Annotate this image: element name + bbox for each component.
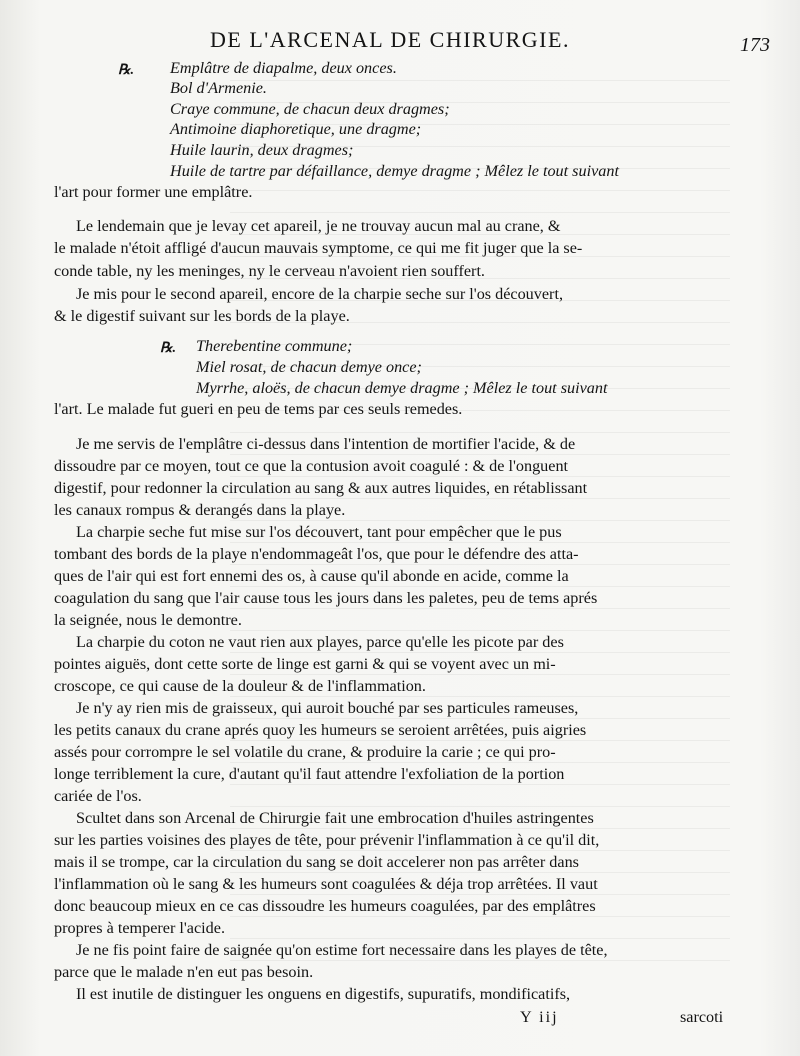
text-line: Craye commune, de chacun deux dragmes; [170, 100, 450, 118]
recipe-symbol: ℞. [118, 63, 135, 78]
text-line: les petits canaux du crane aprés quoy les humeurs se seroient arrêtées, puis aigries [54, 721, 587, 739]
recipe-symbol-2: ℞. [160, 341, 177, 356]
text-line: Antimoine diaphoretique, une dragme; [170, 120, 422, 138]
catchword: sarcoti [680, 1008, 724, 1026]
page-number: 173 [740, 34, 770, 56]
text-line: tombant des bords de la playe n'endommageât l'os, que pour le défendre des atta- [54, 545, 579, 563]
text-line: Miel rosat, de chacun demye once; [196, 358, 422, 376]
text-line: propres à temperer l'acide. [54, 919, 225, 937]
text-line: & le digestif suivant sur les bords de la playe. [54, 307, 350, 325]
text-line: le malade n'étoit affligé d'aucun mauvais symptome, ce qui me fit juger que la se- [54, 239, 583, 257]
text-line: Huile laurin, deux dragmes; [170, 141, 354, 159]
text-line: Therebentine commune; [196, 337, 353, 355]
text-line: Huile de tartre par défaillance, demye dragme ; Mêlez le tout suivant [170, 162, 619, 180]
text-line: pointes aiguës, dont cette sorte de linge est garni & qui se voyent avec un mi- [54, 655, 556, 673]
text-line: digestif, pour redonner la circulation au sang & aux autres liquides, en rétablissant [54, 479, 588, 497]
running-title: DE L'ARCENAL DE CHIRURGIE. [210, 27, 570, 52]
text-line: La charpie du coton ne vaut rien aux playes, parce qu'elle les picote par des [76, 633, 564, 651]
text-line: sur les parties voisines des playes de tête, pour prévenir l'inflammation à ce qu'il dit, [54, 831, 600, 849]
text-line: parce que le malade n'en eut pas besoin. [54, 963, 314, 981]
text-line: Je mis pour le second apareil, encore de la charpie seche sur l'os découvert, [76, 285, 563, 303]
text-line: les canaux rompus & derangés dans la playe. [54, 501, 346, 519]
text-line: La charpie seche fut mise sur l'os découvert, tant pour empêcher que le pus [76, 523, 562, 541]
text-line: ques de l'air qui est fort ennemi des os, à cause qu'il abonde en acide, comme la [54, 567, 569, 585]
text-line: mais il se trompe, car la circulation du sang se doit accelerer non pas arrêter dans [54, 853, 579, 871]
text-line: longe terriblement la cure, d'autant qu'il faut attendre l'exfoliation de la portion [54, 765, 565, 783]
text-line: assés pour corrompre le sel volatile du crane, & produire la carie ; ce qui pro- [54, 743, 556, 761]
text-line: l'art. Le malade fut gueri en peu de tems par ces seuls remedes. [54, 400, 463, 418]
text-line: Je ne fis point faire de saignée qu'on estime fort necessaire dans les playes de tête, [76, 941, 608, 959]
text-line: Le lendemain que je levay cet apareil, je ne trouvay aucun mal au crane, & [76, 217, 561, 235]
text-line: Je me servis de l'emplâtre ci-dessus dans l'intention de mortifier l'acide, & de [76, 435, 576, 453]
text-line: croscope, ce qui cause de la douleur & de l'inflammation. [54, 677, 426, 695]
text-line: l'inflammation où le sang & les humeurs sont coagulées & déja trop arrêtées. Il vaut [54, 875, 598, 893]
text-line: Myrrhe, aloës, de chacun demye dragme ; Mêlez le tout suivant [196, 379, 608, 397]
text-line: Il est inutile de distinguer les onguens en digestifs, supuratifs, mondificatifs, [76, 985, 571, 1003]
signature-mark: Y iij [520, 1008, 559, 1026]
text-line: l'art pour former une emplâtre. [54, 183, 253, 201]
text-line: Je n'y ay rien mis de graisseux, qui auroit bouché par ses particules rameuses, [76, 699, 579, 717]
text-line: la seignée, nous le demontre. [54, 611, 242, 629]
text-line: coagulation du sang que l'air cause tous les jours dans les paletes, peu de tems aprés [54, 589, 598, 607]
text-line: cariée de l'os. [54, 787, 142, 805]
text-line: Scultet dans son Arcenal de Chirurgie fait une embrocation d'huiles astringentes [76, 809, 594, 827]
text-line: conde table, ny les meninges, ny le cerveau n'avoient rien souffert. [54, 262, 485, 280]
text-line: Bol d'Armenie. [170, 79, 267, 97]
text-line: donc beaucoup mieux en ce cas dissoudre les humeurs coagulées, par des emplâtres [54, 897, 596, 915]
text-line: Emplâtre de diapalme, deux onces. [170, 59, 397, 77]
text-line: dissoudre par ce moyen, tout ce que la contusion avoit coagulé : & de l'onguent [54, 457, 569, 475]
